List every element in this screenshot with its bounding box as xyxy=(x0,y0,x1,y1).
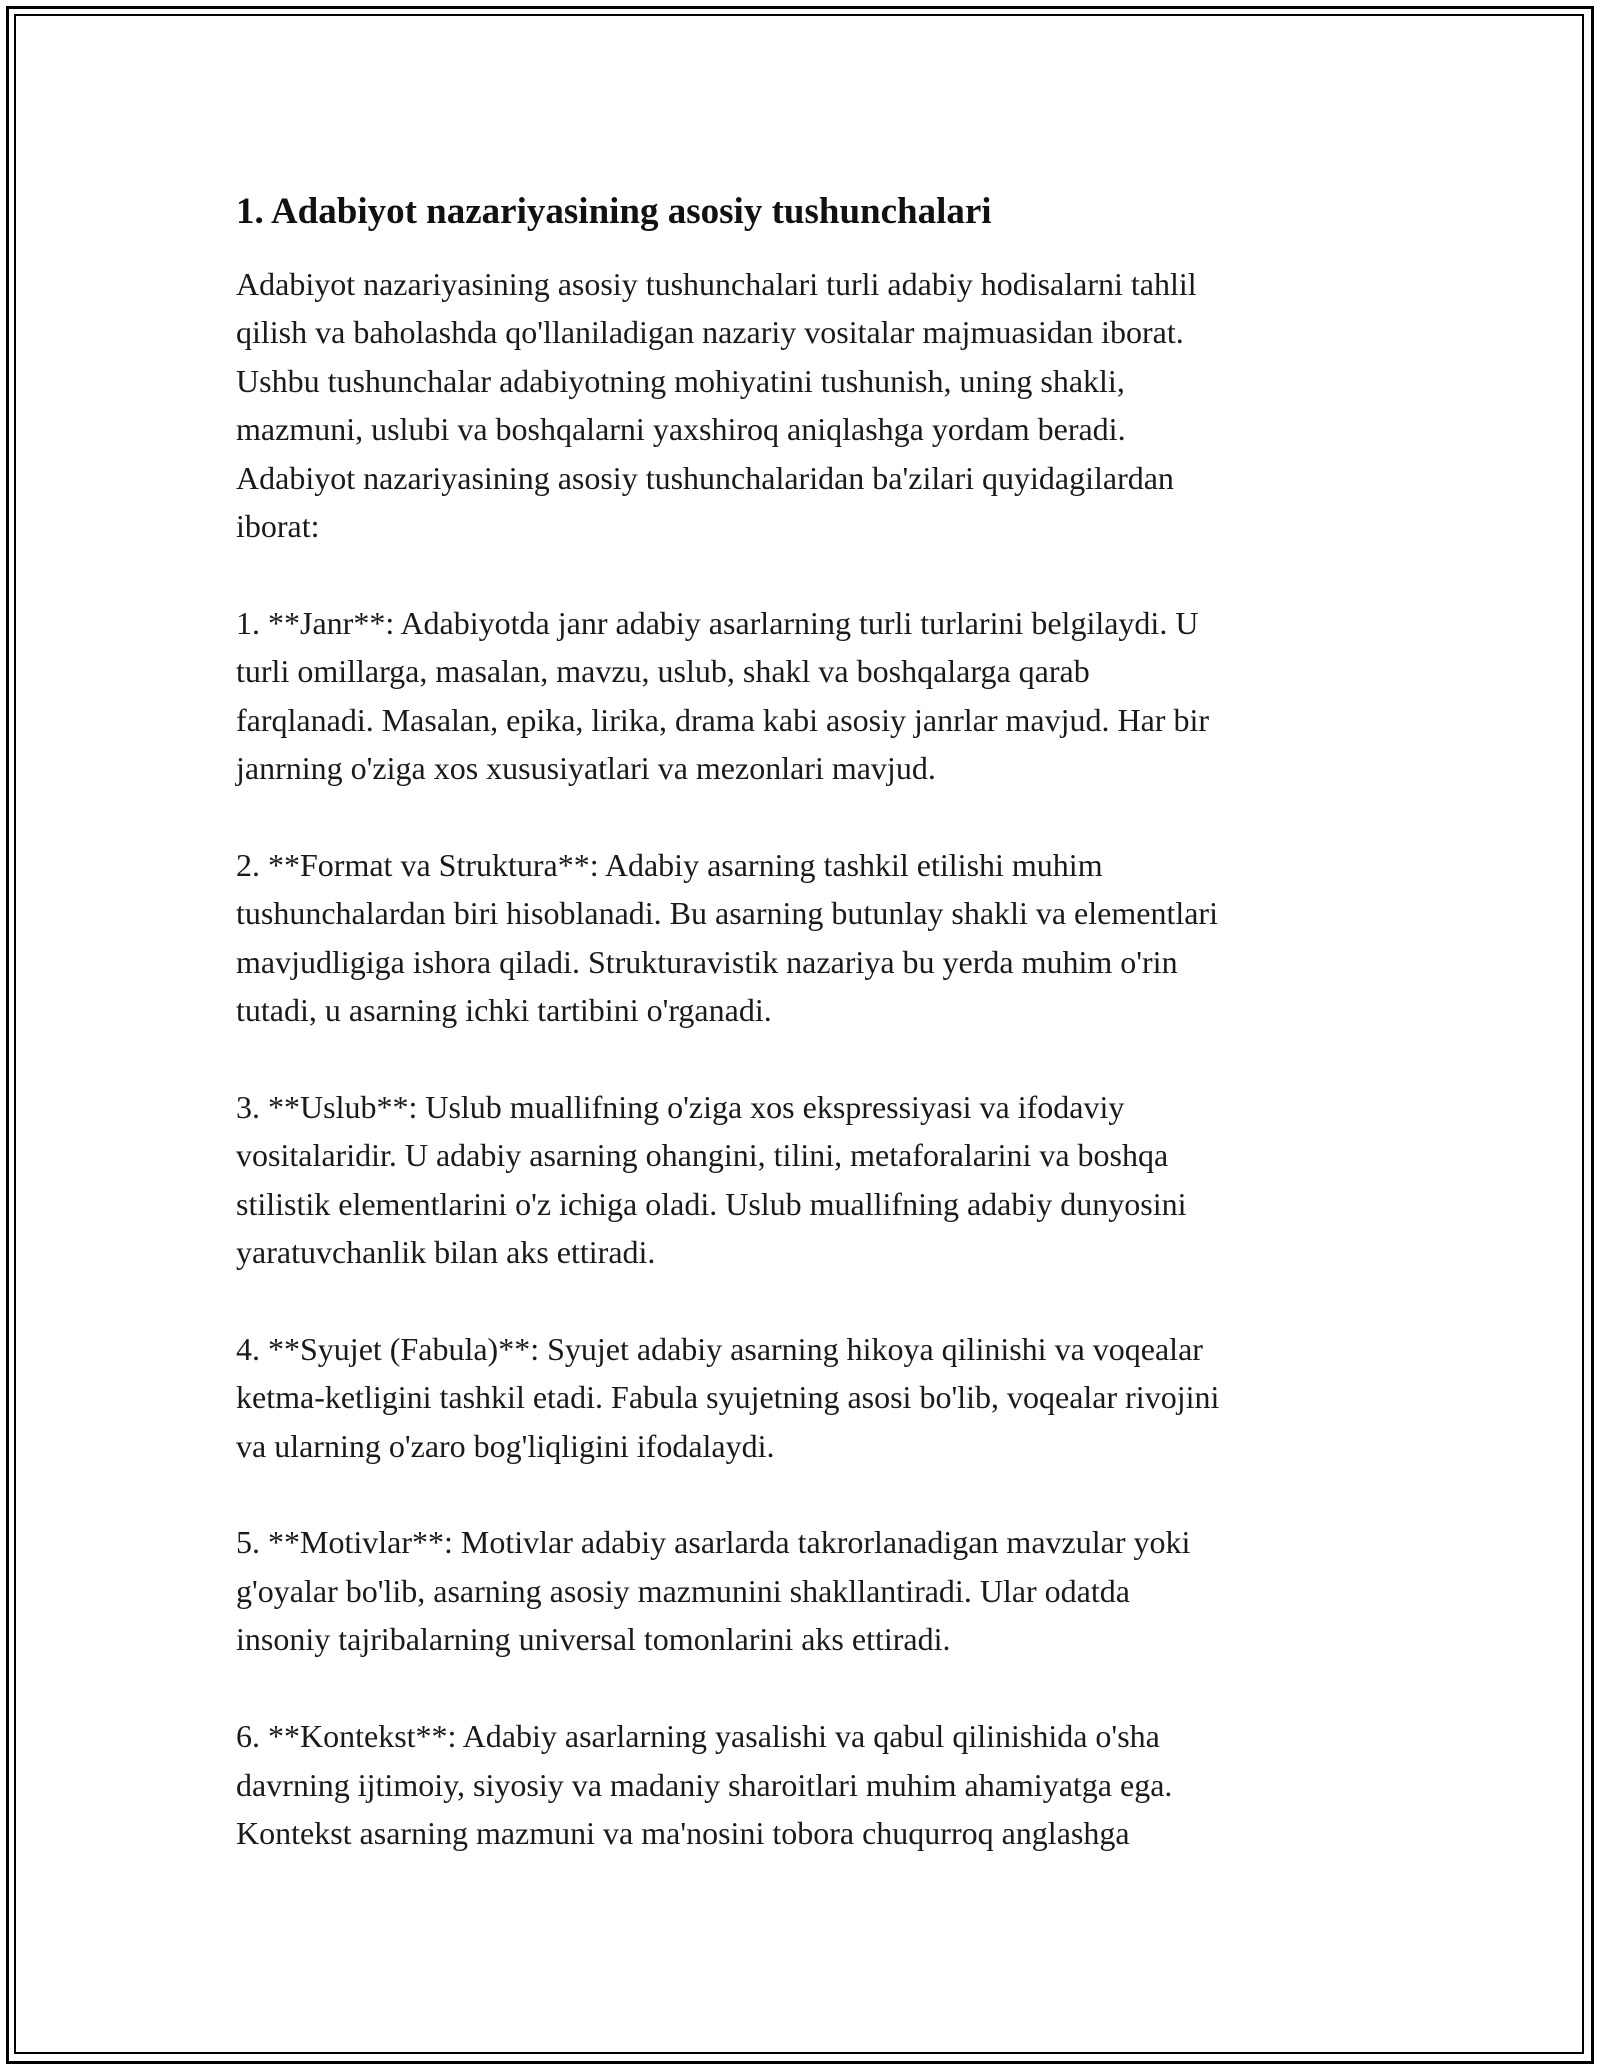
list-item-janr: 1. **Janr**: Adabiyotda janr adabiy asarlarning turli turlarini belgilaydi. U turli omillarga, masalan, mavzu, uslub, shakl va boshqalarga qarab farqlanadi. Masalan, epika, lirika, drama kabi asosiy janrlar mavjud. Har bir janrning o'ziga xos xususiyatlari va mezonlari mavjud. xyxy=(236,604,1209,787)
list-item-uslub: 3. **Uslub**: Uslub muallifning o'ziga xos ekspressiyasi va ifodaviy vositalaridir. U adabiy asarning ohangini, tilini, metaforalarini va boshqa stilistik elementlarini o'z ichiga oladi. Uslub muallifning adabiy dunyosini yaratuvchanlik bilan aks ettiradi. xyxy=(236,1088,1187,1271)
document-body xyxy=(236,188,1376,1857)
intro-paragraph: Adabiyot nazariyasining asosiy tushunchalari turli adabiy hodisalarni tahlil qilish va baholashda qo'llaniladigan nazariy vositalar majmuasidan iborat. Ushbu tushunchalar adabiyotning mohiyatini tushunish, uning shakli, mazmuni, uslubi va boshqalarni yaxshiroq aniqlashga yordam beradi. Adabiyot nazariyasining asosiy tushunchalaridan ba'zilari quyidagilardan iborat: xyxy=(236,266,1197,545)
list-item-syujet: 4. **Syujet (Fabula)**: Syujet adabiy asarning hikoya qilinishi va voqealar ketma-ketligini tashkil etadi. Fabula syujetning asosi bo'lib, voqealar rivojini va ularning o'zaro bog'liqligini ifodalaydi. xyxy=(236,1330,1220,1464)
list-item-format-struktura: 2. **Format va Struktura**: Adabiy asarning tashkil etilishi muhim tushunchalardan biri hisoblanadi. Bu asarning butunlay shakli va elementlari mavjudligiga ishora qiladi. Strukturavistik nazariya bu yerda muhim o'rin tutadi, u asarning ichki tartibini o'rganadi. xyxy=(236,846,1218,1029)
list-item-kontekst: 6. **Kontekst**: Adabiy asarlarning yasalishi va qabul qilinishida o'sha davrning ijtimoiy, siyosiy va madaniy sharoitlari muhim ahamiyatga ega. Kontekst asarning mazmuni va ma'nosini tobora chuqurroq anglashga xyxy=(236,1718,1173,1851)
section-heading: 1. Adabiyot nazariyasining asosiy tushunchalari xyxy=(236,191,992,232)
list-item-motivlar: 5. **Motivlar**: Motivlar adabiy asarlarda takrorlanadigan mavzular yoki g'oyalar bo'lib, asarning asosiy mazmunini shakllantiradi. Ular odatda insoniy tajribalarning universal tomonlarini aks ettiradi. xyxy=(236,1524,1191,1658)
